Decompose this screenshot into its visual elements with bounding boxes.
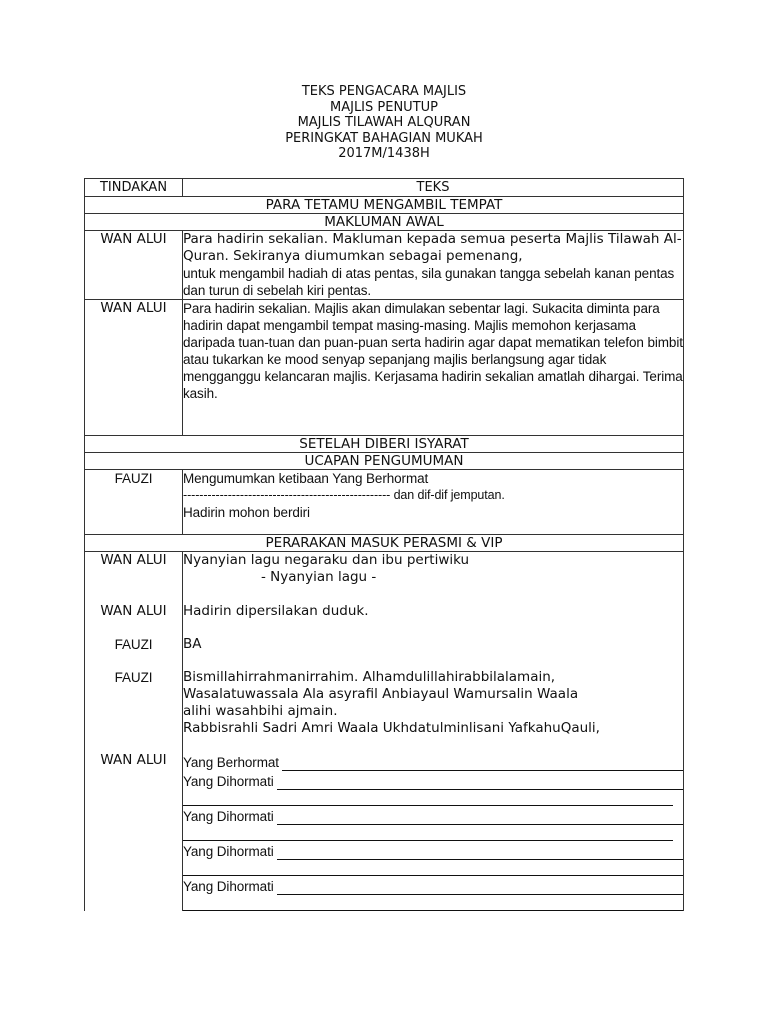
announcement-text: Mengumumkan ketibaan Yang Berhormat — [183, 471, 429, 486]
announcement-text: Hadirin mohon berdiri — [183, 505, 310, 520]
table-row — [85, 300, 684, 436]
honorific-line — [183, 841, 683, 860]
speaker-cell-group — [85, 552, 183, 912]
section-row — [85, 453, 684, 470]
blank-line — [277, 847, 683, 860]
column-header-teks: TEKS — [183, 179, 684, 197]
honorific-label: Yang Dihormati — [183, 774, 274, 789]
text-cell — [183, 300, 684, 436]
header-event: MAJLIS TILAWAH ALQURAN — [297, 115, 471, 130]
section-row — [85, 197, 684, 214]
text-cell-group — [183, 552, 684, 912]
header-title: TEKS PENGACARA MAJLIS — [301, 84, 467, 99]
honorific-line — [183, 876, 683, 895]
header-year: 2017M/1438H — [338, 146, 430, 161]
anthem-text: Nyanyian lagu negaraku dan ibu pertiwiku — [183, 552, 470, 568]
table-row — [85, 231, 684, 300]
ba-text: BA — [183, 636, 202, 652]
table-row — [85, 470, 684, 535]
honorific-label: Yang Dihormati — [183, 879, 274, 894]
announcement-text: --------------------------------------------------- dan dif-dif jemputan. — [183, 488, 505, 502]
table-row — [85, 552, 684, 912]
speaker-label: WAN ALUI — [100, 603, 167, 619]
section-heading-pengumuman: UCAPAN PENGUMUMAN — [85, 453, 684, 470]
speaker-cell: WAN ALUI — [85, 231, 183, 300]
prayer-text: alihi wasahbihi ajmain. — [183, 703, 338, 719]
section-row — [85, 535, 684, 552]
document-header — [0, 84, 768, 162]
section-row — [85, 436, 684, 453]
table-header-row — [85, 179, 684, 197]
section-heading-makluman: MAKLUMAN AWAL — [85, 214, 684, 231]
honorific-line — [183, 806, 683, 825]
column-header-tindakan: TINDAKAN — [85, 179, 183, 197]
honorific-line — [183, 771, 683, 790]
blank-line — [282, 758, 683, 771]
prayer-text: Rabbisrahli Sadri Amri Waala Ukhdatulminlisani YafkahuQauli, — [183, 720, 600, 736]
prayer-text: Wasalatuwassala Ala asyrafil Anbiayaul Wamursalin Waala — [183, 686, 579, 702]
blank-line — [183, 825, 673, 841]
section-row — [85, 214, 684, 231]
seated-text: Hadirin dipersilakan duduk. — [183, 603, 369, 619]
anthem-note: - Nyanyian lagu - — [261, 569, 377, 585]
speaker-label: WAN ALUI — [100, 752, 167, 768]
header-subtitle: MAJLIS PENUTUP — [330, 99, 438, 115]
blank-line — [277, 882, 683, 895]
blank-line — [277, 812, 683, 825]
script-table — [84, 178, 684, 911]
speaker-cell: WAN ALUI — [85, 300, 183, 436]
header-level: PERINGKAT BAHAGIAN MUKAH — [285, 130, 483, 146]
blank-line — [183, 895, 683, 911]
text-cell — [183, 470, 684, 535]
section-heading-isyarat: SETELAH DIBERI ISYARAT — [85, 436, 684, 453]
speaker-label: FAUZI — [114, 670, 153, 685]
blank-line — [183, 860, 683, 876]
honorific-line — [183, 752, 683, 771]
text-cell — [183, 231, 684, 300]
speaker-label: WAN ALUI — [100, 552, 167, 568]
honorific-label: Yang Dihormati — [183, 809, 274, 824]
speaker-label: FAUZI — [114, 637, 153, 652]
prayer-text: Bismillahirrahmanirrahim. Alhamdulillahirabbilalamain, — [183, 669, 556, 685]
section-heading-perarakan: PERARAKAN MASUK PERASMI & VIP — [85, 535, 684, 552]
honorific-label: Yang Berhormat — [183, 755, 279, 770]
section-heading-tetamu: PARA TETAMU MENGAMBIL TEMPAT — [85, 197, 684, 214]
announcement-text: Para hadirin sekalian. Majlis akan dimulakan sebentar lagi. Sukacita diminta para hadirin dapat mengambil tempat masing-masing. Majlis memohon kerjasama daripada tuan-tuan dan puan-puan serta hadirin agar dapat mematikan telefon bimbit atau tukarkan ke mood senyap sepanjang majlis berlangsung agar tidak mengganggu kelancaran majlis. Kerjasama hadirin sekalian amatlah dihargai. Terima kasih. — [183, 301, 683, 401]
honorific-label: Yang Dihormati — [183, 844, 274, 859]
announcement-text: Para hadirin sekalian. Makluman kepada semua peserta Majlis Tilawah Al-Quran. Sekiranya diumumkan sebagai pemenang, — [183, 231, 682, 264]
announcement-text: untuk mengambil hadiah di atas pentas, sila gunakan tangga sebelah kanan pentas dan turun di sebelah kiri pentas. — [183, 266, 675, 298]
blank-line — [183, 790, 673, 806]
blank-line — [277, 777, 683, 790]
speaker-cell: FAUZI — [85, 470, 183, 535]
